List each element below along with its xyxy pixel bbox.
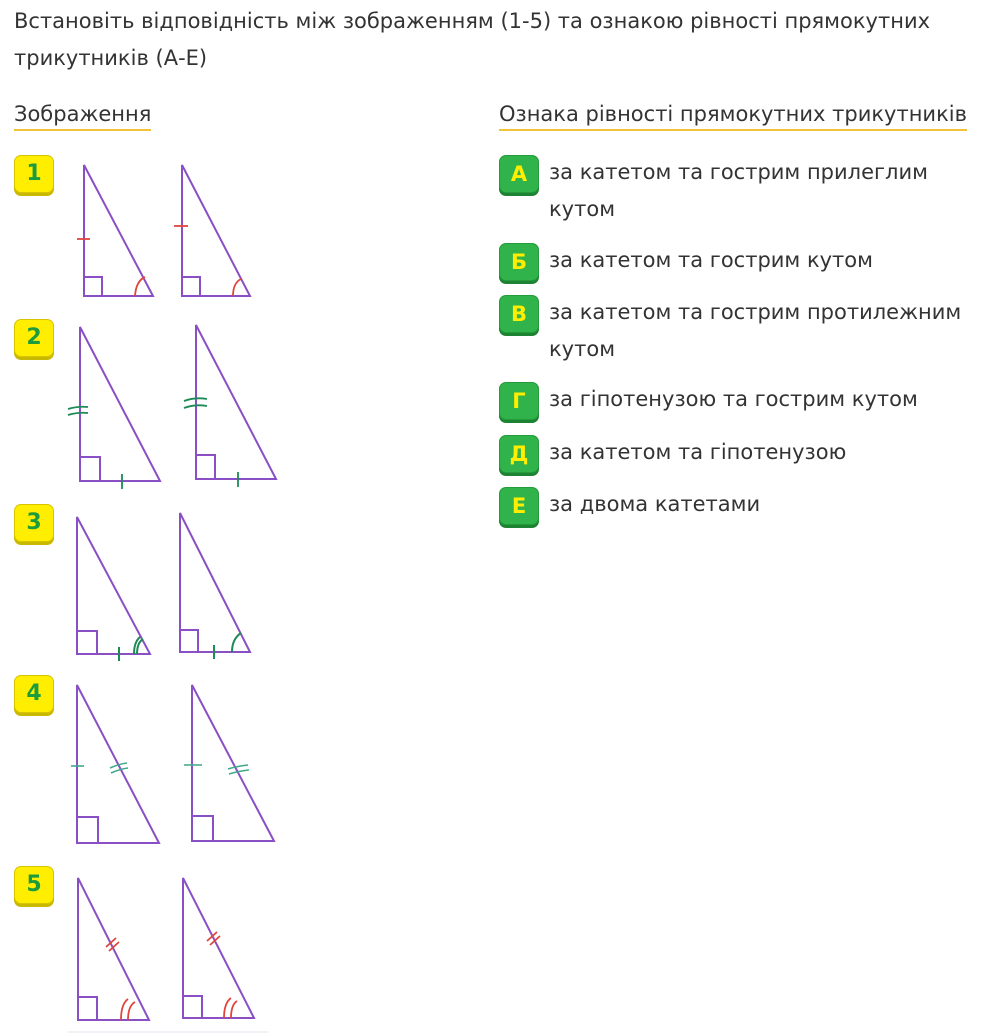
option-text: за катетом та гострим прилеглим кутом	[549, 160, 928, 221]
image-number-badge: 1	[14, 155, 54, 193]
option-letter-badge: Е	[499, 487, 539, 525]
image-number-badge: 3	[14, 504, 54, 542]
triangle-pair-4	[64, 675, 284, 853]
option-text: за катетом та гострим кутом	[549, 248, 873, 272]
criteria-column-header: Ознака рівності прямокутних трикутників	[499, 99, 967, 131]
option-letter-badge: В	[499, 295, 539, 333]
option-text: за двома катетами	[549, 492, 761, 516]
option-letter-badge: Д	[499, 435, 539, 473]
option-letter-badge: Г	[499, 382, 539, 420]
option-letter-badge: А	[499, 155, 539, 193]
image-number-badge: 5	[14, 866, 54, 904]
triangle-pair-1	[64, 155, 264, 303]
triangle-pair-2	[64, 319, 284, 494]
option-letter-badge: Б	[499, 243, 539, 281]
option-text: за катетом та гіпотенузою	[549, 440, 847, 464]
triangle-pair-3	[64, 504, 264, 664]
image-number-badge: 2	[14, 319, 54, 357]
images-column-header: Зображення	[14, 99, 151, 131]
option-text: за гіпотенузою та гострим кутом	[549, 387, 918, 411]
question-text: Встановіть відповідність між зображенням (1-5) та ознакою рівності прямокутних трикутників (А-Е)	[14, 9, 931, 70]
image-number-badge: 4	[14, 675, 54, 713]
triangle-pair-5	[64, 866, 274, 1036]
option-text: за катетом та гострим протилежним кутом	[549, 300, 962, 361]
